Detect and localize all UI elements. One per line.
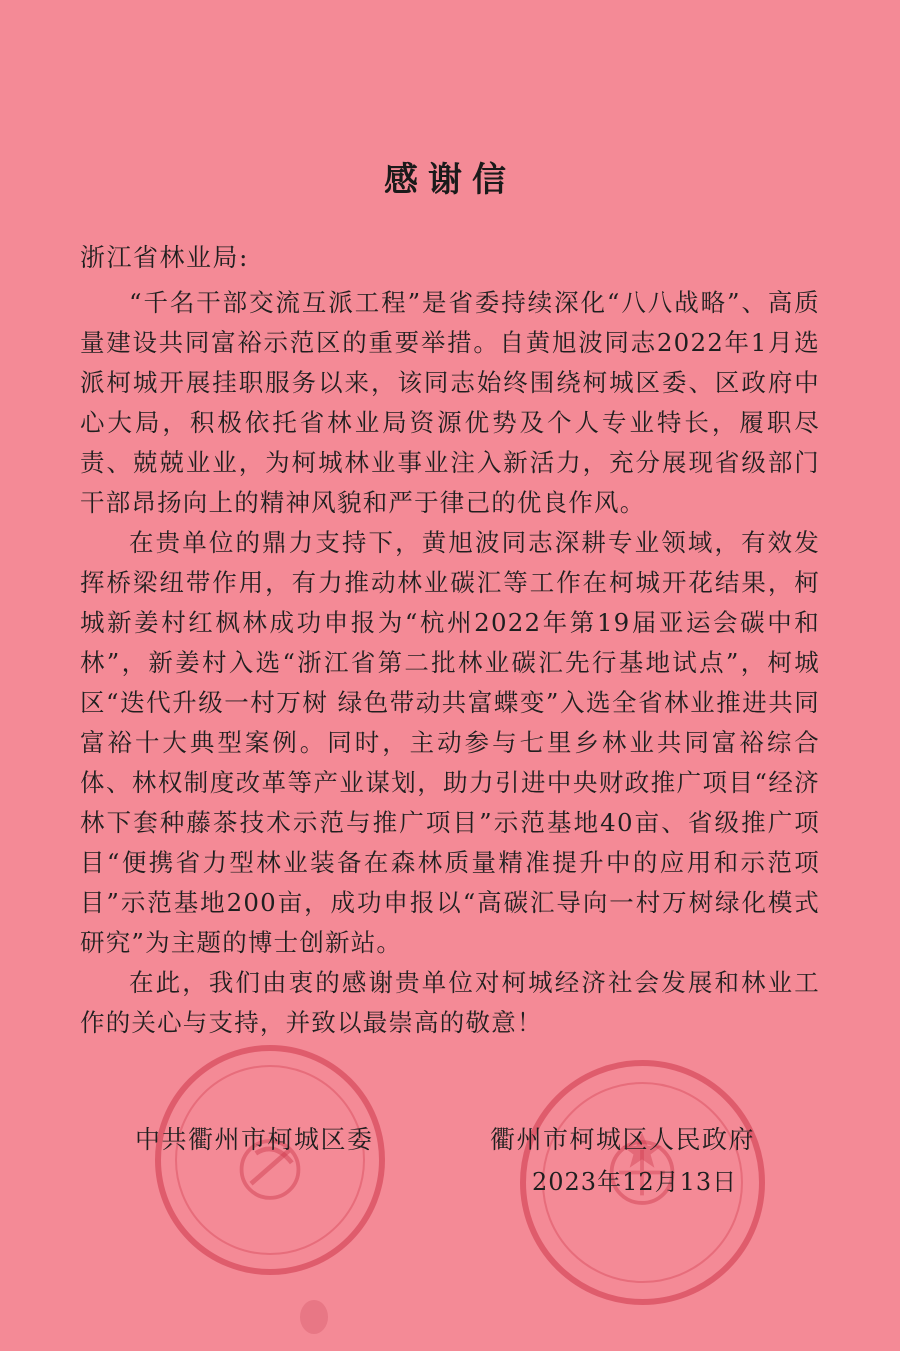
letter-salutation: 浙江省林业局: (80, 243, 249, 272)
body-paragraph-3: 在此，我们由衷的感谢贵单位对柯城经济社会发展和林业工作的关心与支持，并致以最崇高的敬意！ (80, 968, 820, 1037)
letter-body (80, 283, 820, 1043)
signatory-government: 衢州市柯城区人民政府 (490, 1125, 756, 1154)
party-committee-seal (155, 1045, 385, 1275)
seal-emblem-icon (161, 1051, 379, 1269)
letter-title: 感谢信 (384, 160, 516, 200)
body-paragraph-2: 在贵单位的鼎力支持下，黄旭波同志深耕专业领域，有效发挥桥梁纽带作用，有力推动林业碳汇等工作在柯城开花结果，柯城新姜村红枫林成功申报为“杭州2022年第19届亚运会碳中和林”，新姜村入选“浙江省第二批林业碳汇先行基地试点”，柯城区“迭代升级一村万树 绿色带动共富蝶变”入选全省林业推进共同富裕十大典型案例。同时，主动参与七里乡林业共同富裕综合体、林权制度改革等产业谋划，助力引进中央财政推广项目“经济林下套种藤茶技术示范与推广项目”示范基地40亩、省级推广项目“便携省力型林业装备在森林质量精准提升中的应用和示范项目”示范基地200亩，成功申报以“高碳汇导向一村万树绿化模式研究”为主题的博士创新站。 (80, 528, 820, 957)
letter-date: 2023年12月13日 (532, 1168, 738, 1196)
ink-smudge (300, 1300, 328, 1334)
body-paragraph-1: “千名干部交流互派工程”是省委持续深化“八八战略”、高质量建设共同富裕示范区的重要举措。自黄旭波同志2022年1月选派柯城开展挂职服务以来，该同志始终围绕柯城区委、区政府中心大局，积极依托省林业局资源优势及个人专业特长，履职尽责、兢兢业业，为柯城林业事业注入新活力，充分展现省级部门干部昂扬向上的精神风貌和严于律己的优良作风。 (80, 288, 820, 517)
signatory-party-committee: 中共衢州市柯城区委 (135, 1125, 374, 1154)
